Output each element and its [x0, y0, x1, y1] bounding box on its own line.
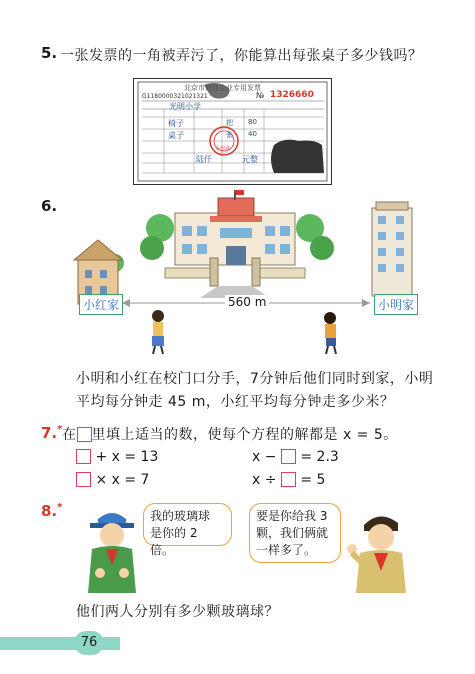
question-7-text — [62, 424, 398, 444]
equation-3-text: × x = 7 — [95, 472, 150, 488]
equation-2-blank[interactable] — [281, 449, 296, 464]
equation-2-prefix: x − — [252, 449, 277, 465]
equation-2-suffix: = 2.3 — [300, 449, 339, 465]
question-8-text: 他们两人分别有多少颗玻璃球？ — [76, 604, 279, 620]
equation-3-blank[interactable] — [76, 472, 91, 487]
bubble-left-line1: 我的玻璃球 — [150, 509, 211, 523]
equation-1-blank[interactable] — [76, 449, 91, 464]
invoice-code: G1180000321021321 — [142, 93, 208, 100]
equation-1 — [76, 449, 158, 465]
question-6-text-line1: 小明和小红在校门口分手，7分钟后他们同时到家，小明 — [76, 371, 434, 387]
label-xiaohong-home: 小红家 — [79, 294, 123, 315]
invoice-item2-name: 桌子 — [168, 131, 184, 140]
question-6-number: 6. — [41, 197, 58, 215]
equation-1-text: + x = 13 — [95, 449, 159, 465]
speech-bubble-right — [249, 503, 341, 563]
equation-2 — [252, 449, 339, 465]
question-8-number-group — [41, 501, 62, 520]
question-5-number: 5. — [41, 44, 58, 62]
boy-right-illustration — [340, 505, 420, 595]
bubble-right-line3: 一样多了。 — [256, 543, 317, 557]
question-8-star: * — [57, 502, 63, 513]
bubble-right-line2: 颗，我们俩就 — [256, 526, 329, 540]
equation-4-suffix: = 5 — [300, 472, 326, 488]
question-5-text: 一张发票的一角被弄污了，你能算出每张桌子多少钱吗？ — [60, 48, 423, 64]
bubble-right-line1: 要是你给我 3 — [256, 509, 328, 523]
invoice-number: 1326660 — [270, 90, 314, 100]
question-7-number: 7. — [41, 424, 58, 442]
invoice-customer: 光明小学 — [169, 102, 201, 111]
distance-label: 560 m — [225, 295, 269, 309]
invoice-item2-unit: 张 — [226, 131, 233, 139]
invoice-item1-unit: 把 — [226, 119, 233, 127]
question-6-text-line2: 平均每分钟走 45 m，小红平均每分钟走多少米？ — [76, 394, 395, 410]
school-scene-illustration — [60, 188, 420, 358]
invoice-item2-qty: 40 — [248, 130, 257, 138]
invoice-stamp-text: 专用章 — [215, 146, 231, 152]
question-7-star: * — [57, 424, 63, 435]
question-8-number: 8. — [41, 502, 58, 520]
equation-3 — [76, 472, 149, 488]
invoice-item1-name: 椅子 — [168, 119, 184, 128]
question-7-number-group — [41, 423, 62, 442]
page-number: 76 — [74, 631, 104, 655]
question-7-text-suffix: 里填上适当的数，使每个方程的解都是 x = 5。 — [91, 427, 398, 443]
invoice-image — [133, 78, 332, 185]
label-xiaoming-home: 小明家 — [374, 294, 418, 315]
equation-4-blank[interactable] — [281, 472, 296, 487]
equation-4-prefix: x ÷ — [252, 472, 277, 488]
blank-box-icon — [77, 427, 92, 442]
question-7-text-prefix: 在 — [62, 427, 77, 443]
bubble-left-line2: 是你的 2 倍。 — [150, 526, 198, 557]
invoice-item1-qty: 80 — [248, 118, 257, 126]
boy-left-illustration — [70, 505, 150, 595]
invoice-no-label: № — [256, 91, 265, 100]
speech-bubble-left — [143, 503, 232, 557]
invoice-header: 北京市商业企业专用发票 — [184, 84, 261, 92]
invoice-total-suffix: 元整 — [242, 155, 258, 164]
invoice-total-prefix: 陆仟 — [196, 155, 212, 164]
equation-4 — [252, 472, 325, 488]
